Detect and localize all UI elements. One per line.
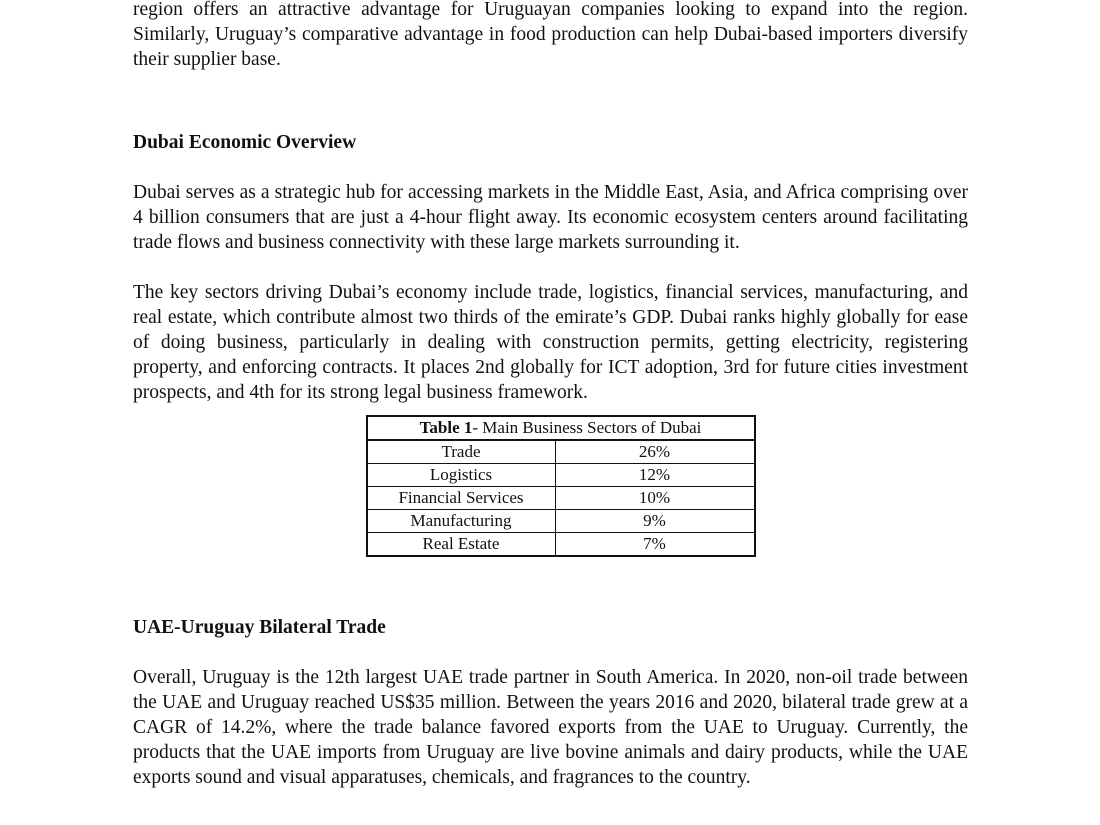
intro-paragraph: region offers an attractive advantage for Uruguayan companies looking to expand into the region. Similarly, Uruguay’s comparative advantage in food production can help Dubai-based importers diversify their supplier base. (133, 0, 968, 70)
sectors-table (366, 415, 756, 557)
table-caption-label: Table 1 (419, 418, 473, 437)
table-caption (366, 415, 756, 439)
share-cell: 7% (555, 533, 755, 557)
sector-cell: Logistics (367, 464, 556, 487)
table-row (367, 487, 755, 510)
sector-cell: Trade (367, 440, 556, 464)
table-row (367, 510, 755, 533)
section-heading-bilateral-trade: UAE-Uruguay Bilateral Trade (133, 617, 386, 638)
table-caption-text: - Main Business Sectors of Dubai (472, 418, 702, 437)
table-row (367, 464, 755, 487)
share-cell: 12% (555, 464, 755, 487)
table-container (133, 415, 968, 557)
table-row (367, 440, 755, 464)
sector-cell: Real Estate (367, 533, 556, 557)
share-cell: 9% (555, 510, 755, 533)
paragraph-key-sectors: The key sectors driving Dubai’s economy include trade, logistics, financial services, manufacturing, and real estate, which contribute almost two thirds of the emirate’s GDP. Dubai ranks highly globally for ease of doing business, particularly in dealing with construction permits, getting electricity, registering property, and enforcing contracts. It places 2nd globally for ICT adoption, 3rd for future cities investment prospects, and 4th for its strong legal business framework. (133, 282, 968, 403)
paragraph-strategic-hub: Dubai serves as a strategic hub for accessing markets in the Middle East, Asia, and Africa comprising over 4 billion consumers that are just a 4-hour flight away. Its economic ecosystem centers around facilitating trade flows and business connectivity with these large markets surrounding it. (133, 182, 968, 253)
table-row (367, 533, 755, 557)
sector-cell: Financial Services (367, 487, 556, 510)
share-cell: 26% (555, 440, 755, 464)
paragraph-bilateral-trade: Overall, Uruguay is the 12th largest UAE trade partner in South America. In 2020, non-oil trade between the UAE and Uruguay reached US$35 million. Between the years 2016 and 2020, bilateral trade grew at a CAGR of 14.2%, where the trade balance favored exports from the UAE to Uruguay. Currently, the products that the UAE imports from Uruguay are live bovine animals and dairy products, while the UAE exports sound and visual apparatuses, chemicals, and fragrances to the country. (133, 667, 968, 788)
section-heading-dubai-economic-overview: Dubai Economic Overview (133, 132, 357, 153)
document-page (133, 0, 968, 790)
share-cell: 10% (555, 487, 755, 510)
sector-cell: Manufacturing (367, 510, 556, 533)
